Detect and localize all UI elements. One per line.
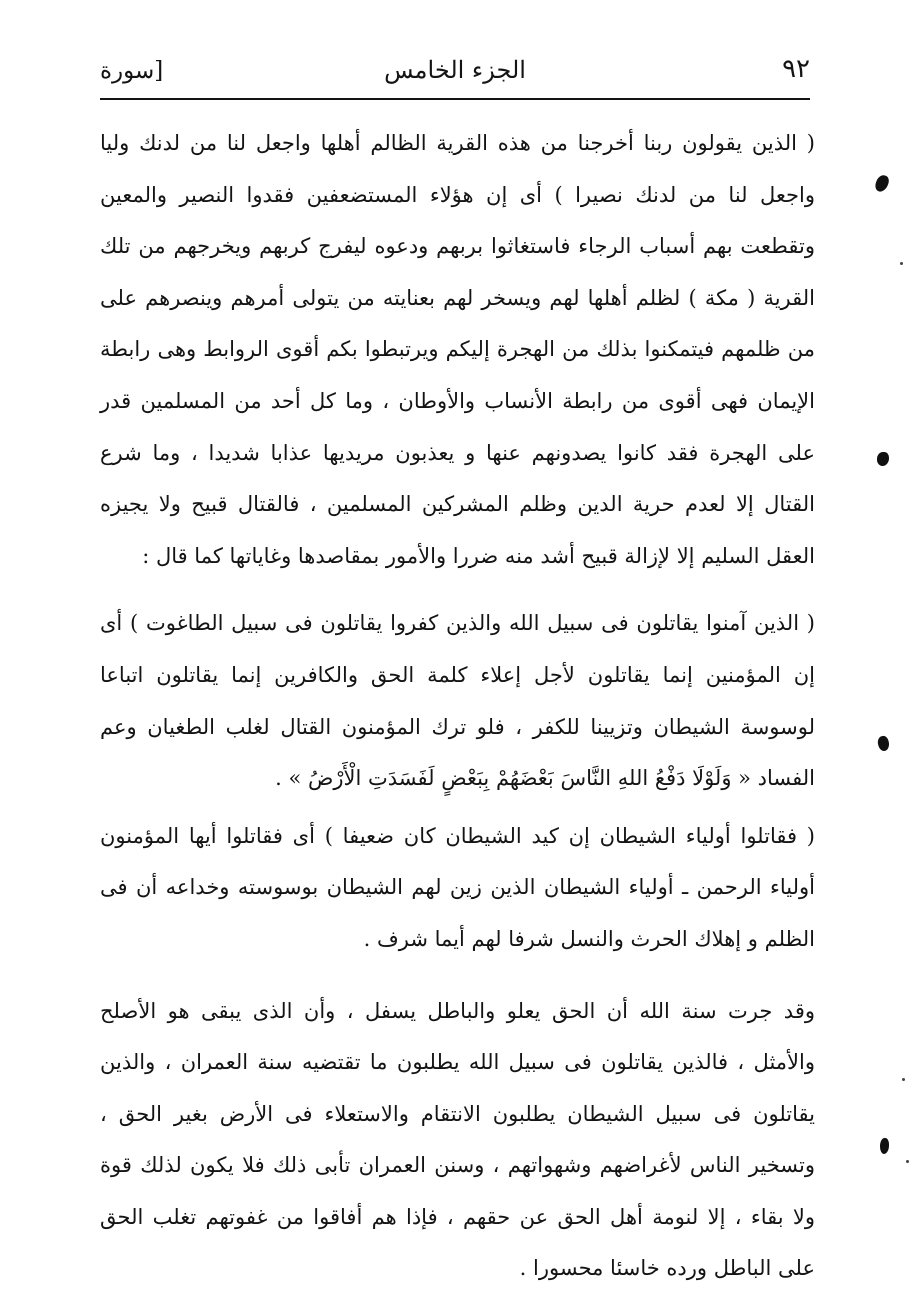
scan-speck bbox=[902, 1078, 905, 1081]
part-title: الجزء الخامس bbox=[384, 56, 526, 84]
ink-blot-mark bbox=[877, 452, 889, 466]
scan-speck bbox=[906, 1160, 909, 1163]
header-rule bbox=[100, 98, 810, 100]
body-text bbox=[100, 118, 815, 1295]
paragraph-3: ( فقاتلوا أولياء الشيطان إن كيد الشيطان كان ضعيفا ) أى فقاتلوا أيها المؤمنون أولياء الرحمن ـ أولياء الشيطان الذين زين لهم الشيطان بوسوسته وخداعه أن فى الظلم و إهلاك الحرث والنسل شرفا لهم أيما شرف . bbox=[100, 823, 815, 951]
paragraph-1: ( الذين يقولون ربنا أخرجنا من هذه القرية الظالم أهلها واجعل لنا من لدنك وليا واجعل لنا من لدنك نصيرا ) أى إن هؤلاء المستضعفين فقدوا النصير والمعين وتقطعت بهم أسباب الرجاء فاستغاثوا بربهم ودعوه ليفرج كربهم ويخرجهم من تلك القرية ( مكة ) لظلم أهلها لهم ويسخر لهم بعنايته من يتولى أمرهم وينصرهم على من ظلمهم فيتمكنوا بذلك من الهجرة إليكم ويرتبطوا بكم أقوى الروابط وهى رابطة الإيمان فهى أقوى من رابطة الأنساب والأوطان ، وما كل أحد من المسلمين قدر على الهجرة فقد كانوا يصدونهم عنها و يعذبون مريديها عذابا شديدا ، وما شرع القتال إلا لعدم حرية الدين وظلم المشركين المسلمين ، فالقتال قبيح ولا يجيزه العقل السليم إلا لإزالة قبيح أشد منه ضررا والأمور بمقاصدها وغاياتها كما قال : bbox=[100, 131, 815, 568]
scan-speck bbox=[900, 262, 903, 265]
ink-blot-mark bbox=[880, 1138, 889, 1154]
paragraph-4: وقد جرت سنة الله أن الحق يعلو والباطل يسفل ، وأن الذى يبقى هو الأصلح والأمثل ، فالذين يقاتلون فى سبيل الله يطلبون ما تقتضيه سنة العمران ، والذين يقاتلون فى سبيل الشيطان يطلبون الانتقام والاستعلاء فى الأرض بغير الحق ، وتسخير الناس لأغراضهم وشهواتهم ، وسنن العمران تأبى ذلك فلا يكون لذلك قوة ولا بقاء ، إلا لنومة أهل الحق عن حقهم ، فإذا هم أفاقوا من غفوتهم تغلب الحق على الباطل ورده خاسئا محسورا . bbox=[100, 998, 815, 1281]
ink-blot-mark bbox=[876, 735, 891, 752]
page-number: ٩٢ bbox=[782, 54, 810, 84]
page-header bbox=[100, 52, 810, 102]
ink-blot-mark bbox=[873, 173, 890, 193]
surah-label: [سورة bbox=[100, 58, 164, 84]
paragraph-2: ( الذين آمنوا يقاتلون فى سبيل الله والذين كفروا يقاتلون فى سبيل الطاغوت ) أى إن المؤمنين إنما يقاتلون لأجل إعلاء كلمة الحق والكافرين إنما يقاتلون اتباعا لوسوسة الشيطان وتزيينا للكفر ، فلو ترك المؤمنون القتال لغلب الطغيان وعم الفساد « وَلَوْلَا دَفْعُ اللهِ النَّاسَ بَعْضَهُمْ بِبَعْضٍ لَفَسَدَتِ الْأَرْضُ » . bbox=[100, 611, 815, 791]
